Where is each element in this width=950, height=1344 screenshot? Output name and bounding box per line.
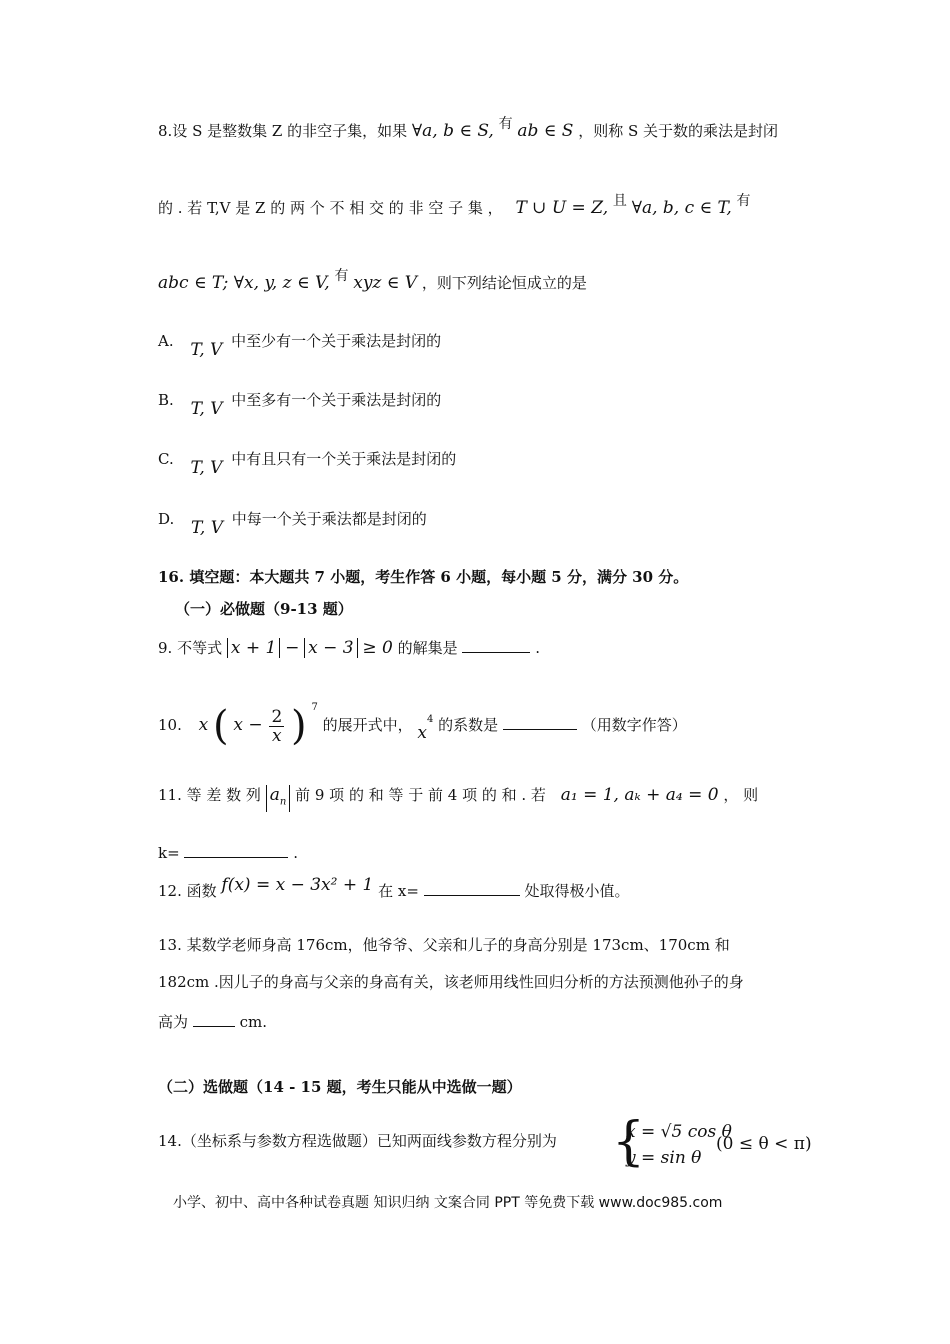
q10-note: （用数字作答） xyxy=(581,716,687,734)
q8-text-you: 有 xyxy=(498,116,513,132)
option-letter: D. xyxy=(158,510,175,528)
section16-heading: 16. 填空题：本大题共 7 小题，考生作答 6 小题，每小题 5 分，满分 30 分。 xyxy=(158,568,689,586)
q14-eq1: x = √5 cos θ xyxy=(626,1122,732,1142)
section16-subheading: （一）必做题（9-13 题） xyxy=(175,600,353,618)
q8-option-a xyxy=(158,330,442,360)
q12-text: 12. 函数 xyxy=(158,882,217,900)
q11-an xyxy=(266,785,291,812)
q12-answer-blank[interactable] xyxy=(424,880,520,896)
q12-line xyxy=(158,875,630,902)
q9-end: . xyxy=(535,639,541,657)
q11-k-label: k= xyxy=(158,844,180,862)
q11-line1 xyxy=(158,784,758,812)
q12-function: f(x) = x − 3x² + 1 xyxy=(221,875,374,895)
q8-math-forall-abc: ∀a, b, c ∈ T, xyxy=(631,198,732,218)
q8-line2 xyxy=(158,193,751,220)
q11-text: 前 9 项 的 和 等 于 前 4 项 的 和 . 若 xyxy=(295,786,546,804)
q10-answer-blank[interactable] xyxy=(503,714,577,730)
q8-text-you: 有 xyxy=(334,268,349,284)
q9-abs2: x − 3 xyxy=(304,638,357,658)
q9-tail: ≥ 0 xyxy=(362,638,393,658)
q10-fraction xyxy=(269,708,284,745)
q10-number: 10. xyxy=(158,716,182,734)
q12-text: 处取得极小值。 xyxy=(524,882,630,900)
q13-answer-blank[interactable] xyxy=(193,1011,235,1027)
option-math: T, V xyxy=(190,399,223,419)
q8-text: 8.设 S 是整数集 Z 的非空子集，如果 xyxy=(158,122,408,140)
option-text: 中每一个关于乘法都是封闭的 xyxy=(231,510,427,528)
q9-line xyxy=(158,637,540,659)
left-paren: ( xyxy=(213,703,229,749)
option-letter: C. xyxy=(158,450,174,468)
option-math: T, V xyxy=(191,518,223,538)
q10-x4-exponent: 4 xyxy=(426,714,434,725)
q14-line xyxy=(158,1130,557,1152)
fraction-denominator: x xyxy=(272,725,282,746)
q13-line3 xyxy=(158,1011,267,1033)
q8-math-abc: abc ∈ T; ∀x, y, z ∈ V, xyxy=(158,273,330,293)
q8-text-qie: 且 xyxy=(612,193,627,209)
right-paren: ) xyxy=(291,703,307,749)
q11-an-sub: n xyxy=(279,796,287,808)
q8-text-you: 有 xyxy=(736,193,751,209)
option-text: 中至多有一个关于乘法是封闭的 xyxy=(231,391,442,409)
q8-line3 xyxy=(158,268,587,295)
q13-line2: 182cm .因儿子的身高与父亲的身高有关，该老师用线性回归分析的方法预测他孙子的身 xyxy=(158,973,744,991)
q11-line2 xyxy=(158,842,298,864)
q10-x4: x xyxy=(417,723,427,743)
option-math: T, V xyxy=(190,340,223,360)
q8-math-forall: ∀a, b ∈ S, xyxy=(411,121,494,141)
q8-text: ，则下列结论恒成立的是 xyxy=(421,274,587,292)
q8-math-xyz: xyz ∈ V xyxy=(353,273,418,293)
q8-math-union: T ∪ U = Z, xyxy=(515,198,609,218)
option-text: 中至少有一个关于乘法是封闭的 xyxy=(231,332,442,350)
q8-line1 xyxy=(158,116,779,143)
q13-line1: 13. 某数学老师身高 176cm，他爷爷、父亲和儿子的身高分别是 173cm、170cm 和 xyxy=(158,936,730,954)
q10-inner: x − xyxy=(233,715,263,735)
q10-text: 的系数是 xyxy=(438,716,499,734)
q10-line xyxy=(158,700,687,747)
option-text: 中有且只有一个关于乘法是封闭的 xyxy=(231,450,457,468)
q9-text: 的解集是 xyxy=(397,639,458,657)
q14-eq2: y = sin θ xyxy=(626,1148,702,1168)
option-math: T, V xyxy=(190,458,223,478)
q13-text: 高为 xyxy=(158,1013,189,1031)
q8-math-ab: ab ∈ S xyxy=(517,121,574,141)
q8-option-b xyxy=(158,389,442,419)
q9-text: 9. 不等式 xyxy=(158,639,223,657)
page-footer: 小学、初中、高中各种试卷真题 知识归纳 文案合同 PPT 等免费下载 www.doc985.com xyxy=(173,1195,723,1211)
q11-text: ， 则 xyxy=(723,786,759,804)
q11-end: . xyxy=(293,844,299,862)
q14-brace: { xyxy=(612,1112,646,1172)
q9-abs1: x + 1 xyxy=(227,638,280,658)
q14-text: 14.（坐标系与参数方程选做题）已知两面线参数方程分别为 xyxy=(158,1132,557,1150)
q12-text: 在 x= xyxy=(378,882,419,900)
q10-x: x xyxy=(198,715,209,735)
q10-text: 的展开式中， xyxy=(322,716,413,734)
q11-condition: a₁ = 1, aₖ + a₄ = 0 xyxy=(560,785,719,805)
q13-text: cm. xyxy=(239,1013,267,1031)
q8-option-d xyxy=(158,508,427,538)
q14-equation-system xyxy=(612,1112,812,1172)
q8-text: ，则称 S 关于数的乘法是封闭 xyxy=(578,122,779,140)
q8-option-c xyxy=(158,448,457,478)
q11-text: 11. 等 差 数 列 xyxy=(158,786,261,804)
q14-range: (0 ≤ θ < π) xyxy=(716,1134,812,1154)
fraction-numerator: 2 xyxy=(271,706,283,727)
option-letter: A. xyxy=(158,332,174,350)
q9-answer-blank[interactable] xyxy=(462,637,530,653)
q9-minus: − xyxy=(285,638,300,658)
q8-text: 的 . 若 T,V 是 Z 的 两 个 不 相 交 的 非 空 子 集 ， xyxy=(158,199,503,217)
q10-exponent: 7 xyxy=(311,702,318,713)
section2-heading: （二）选做题（14 - 15 题，考生只能从中选做一题） xyxy=(158,1078,522,1096)
q11-an-letter: a xyxy=(269,785,280,805)
q11-answer-blank[interactable] xyxy=(184,842,288,858)
option-letter: B. xyxy=(158,391,174,409)
